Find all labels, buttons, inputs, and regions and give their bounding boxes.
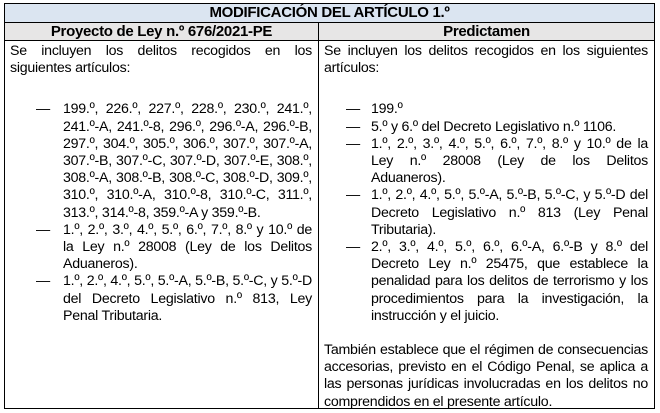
list-item-text: 199.º (371, 101, 403, 118)
list-item-text: 1.º, 2.º, 4.º, 5.º, 5.º-A, 5.º-B, 5.º-C, y 5.º-D del Decreto Legislativo n.º 813 (Ley Penal Tributaria). (371, 187, 648, 238)
table-title: MODIFICACIÓN DEL ARTÍCULO 1.º (5, 4, 654, 23)
list-item-text: 2.º, 3.º, 4.º, 5.º, 6.º, 6.º-A, 6.º-B y 8.º del Decreto Ley n.º 25475, que establece la penalidad para los delitos de terrorismo y los procedimientos para la investigación, la instrucción y el juicio. (371, 239, 648, 324)
dash-bullet-icon: — (346, 101, 360, 118)
list-item (324, 119, 648, 136)
column-header-predictamen: Predictamen (443, 23, 530, 40)
dash-bullet-icon: — (346, 118, 360, 135)
list-item (324, 239, 648, 325)
list-item (10, 273, 312, 325)
article-list (10, 101, 312, 325)
cell-predictamen (319, 41, 654, 409)
dash-bullet-icon: — (346, 187, 360, 204)
dash-bullet-icon: — (36, 273, 50, 290)
list-item-text: 199.º, 226.º, 227.º, 228.º, 230.º, 241.º, 241.º-A, 241.º-8, 296.º, 296.º-A, 296.º-B, 297.º, 304.º, 305.º, 306.º, 307.º, 307.º-A, 307.º-B, 307.º-C, 307.º-D, 307.º-E, 308.º, 308.º-A, 308.º-B, 308.º-C, 308.º-D, 309.º, 310.º, 310.º-A, 310.º-8, 310.º-C, 311.º, 313.º, 314.º-8, 359.º-A y 359.º-B. (63, 101, 312, 221)
list-item (324, 101, 648, 118)
dash-bullet-icon: — (346, 239, 360, 256)
column-headers (5, 23, 654, 41)
cell-proyecto (5, 41, 319, 409)
column-header-proyecto: Proyecto de Ley n.º 676/2021-PE (5, 23, 319, 40)
closing-paragraph: También establece que el régimen de consecuencias accesorias, previsto en el Código Penal, se aplica a las personas jurídicas involucradas en los delitos no comprendidos en el presente artículo. (324, 342, 648, 410)
dash-bullet-icon: — (346, 135, 360, 152)
intro-text: Se incluyen los delitos recogidos en los siguientes artículos: (10, 43, 312, 77)
spacer (324, 325, 648, 342)
list-item (10, 101, 312, 221)
list-item-text: 5.º y 6.º del Decreto Legislativo n.º 1106. (371, 118, 617, 135)
list-item-text: 1.º, 2.º, 3.º, 4.º, 5.º, 6.º, 7.º, 8.º y 10.º de la Ley n.º 28008 (Ley de los Delitos Aduaneros). (63, 221, 312, 273)
comparison-table (4, 3, 655, 409)
article-list (324, 101, 648, 325)
dash-bullet-icon: — (36, 101, 50, 118)
list-item-text: 1.º, 2.º, 4.º, 5.º, 5.º-A, 5.º-B, 5.º-C, y 5.º-D del Decreto Legislativo n.º 813, Ley Penal Tributaria. (63, 273, 312, 324)
list-item (324, 187, 648, 239)
table-body-row (5, 41, 654, 409)
list-item (324, 136, 648, 188)
list-item-text: 1.º, 2.º, 3.º, 4.º, 5.º, 6.º, 7.º, 8.º y 10.º de la Ley n.º 28008 (Ley de los Delitos Aduaneros). (371, 135, 648, 187)
dash-bullet-icon: — (36, 221, 50, 238)
list-item (10, 222, 312, 274)
spacer (324, 77, 648, 101)
spacer (10, 77, 312, 101)
intro-text: Se incluyen los delitos recogidos en los siguientes artículos: (324, 43, 648, 77)
